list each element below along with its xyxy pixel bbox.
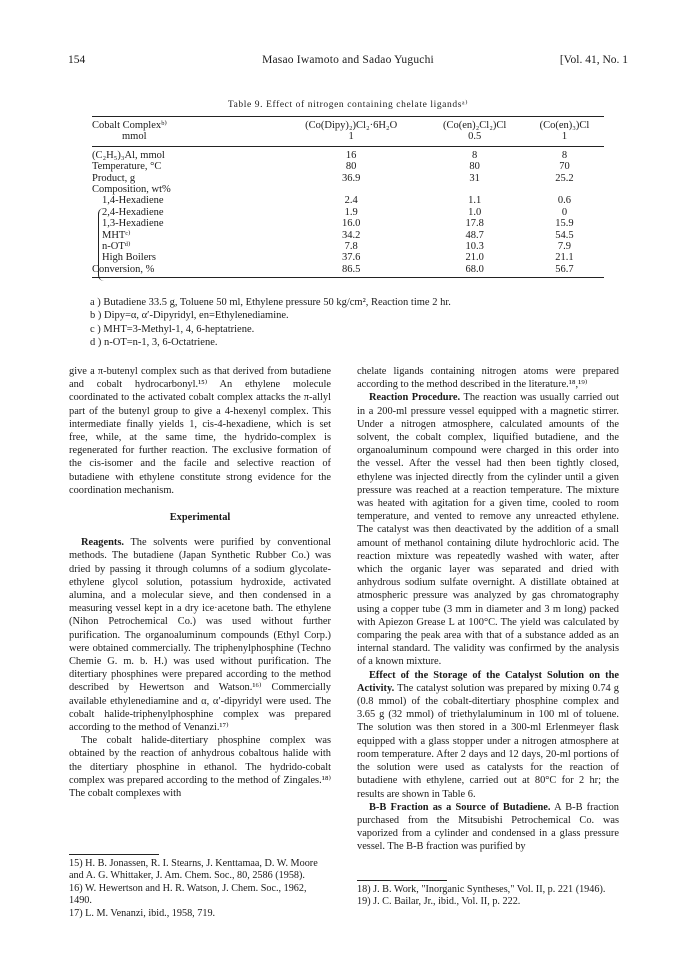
- composition-brace: [98, 208, 106, 281]
- table-cell: 0: [561, 206, 568, 218]
- footnote: 16) W. Hewertson and H. R. Watson, J. Chem. Soc., 1962, 1490.: [69, 882, 307, 907]
- column-header: (Co(en)₃)Cl: [525, 117, 604, 132]
- table-cell: 21.1: [555, 252, 574, 264]
- author-line: Masao Iwamoto and Sadao Yuguchi: [262, 54, 434, 66]
- table-note: a ) Butadiene 33.5 g, Toluene 50 ml, Ethylene pressure 50 kg/cm², Reaction time 2 hr.: [90, 297, 451, 308]
- table-cell: 37.6: [341, 252, 361, 264]
- table-row: [92, 252, 604, 263]
- footnote: 17) L. M. Venanzi, ibid., 1958, 719.: [69, 907, 216, 919]
- table-header-row: [92, 131, 604, 146]
- page-number: 154: [68, 54, 86, 66]
- run-in-heading: B-B Fraction as a Source of Butadiene.: [369, 801, 551, 813]
- column-mmol: 0.5: [468, 131, 482, 143]
- table-notes: [90, 296, 451, 350]
- volume-info: [Vol. 41, No. 1: [559, 54, 628, 66]
- header-label: Cobalt Complexᵇ⁾: [92, 117, 278, 132]
- paragraph-text: The catalyst solution was prepared by mixing 0.74 g (0.8 mmol) of the cobalt-ditertiary phosphine complex and 3.65 g (32 mmol) of triethylaluminum in 100 ml of toluene. The solution was then stored in a 300-ml Erlenmeyer flask equipped with a glass stopper under a nitrogen atmosphere at room temperature. After 2 days and 12 days, 20-ml portions of the solution were used as catalysts for the reaction of butadiene with ethylene, carried out at 80°C for 2 hr; the results are shown in Table 6.: [357, 682, 619, 800]
- table-cell: [525, 184, 604, 195]
- body-paragraph: chelate ligands containing nitrogen atoms were prepared according to the method described in the literature.¹⁸,¹⁹⁾: [357, 366, 619, 391]
- table-row: [92, 218, 604, 229]
- table-caption: Table 9. Effect of nitrogen containing chelate ligandsᵃ⁾: [227, 100, 469, 110]
- run-in-heading: Reagents.: [81, 537, 124, 549]
- run-in-heading: Effect of the Storage of the Catalyst Solution on the Activity.: [357, 669, 619, 694]
- table-row: [92, 264, 604, 278]
- table-cell: 2.4: [344, 195, 358, 207]
- footnote-rule: [357, 880, 447, 881]
- data-table: [92, 116, 604, 278]
- table-cell: 0.6: [557, 195, 572, 207]
- body-paragraph: [357, 801, 619, 854]
- row-label: Composition, wt%: [92, 184, 171, 196]
- column-header: (Co(Dipy)₂)Cl₂·6H₂O: [278, 117, 424, 132]
- row-label: MHTᶜ⁾: [102, 229, 131, 241]
- row-label: High Boilers: [102, 252, 156, 264]
- table-row: [92, 146, 604, 161]
- table-cell: 21.0: [465, 252, 484, 264]
- footnote: 19) J. C. Bailar, Jr., ibid., Vol. II, p. 222.: [357, 896, 521, 908]
- table-cell: 56.7: [525, 264, 604, 278]
- footnotes-right: [357, 884, 619, 909]
- table-header-row: [92, 117, 604, 132]
- running-header: [68, 54, 628, 70]
- table-cell: 48.7: [465, 229, 484, 241]
- row-label: Conversion, %: [92, 264, 278, 278]
- footnote-rule: [69, 854, 159, 855]
- row-label: 2,4-Hexadiene: [102, 206, 164, 218]
- table-note: d ) n-OT=n-1, 3, 6-Octatriene.: [90, 337, 218, 349]
- table-cell: 15.9: [555, 218, 574, 230]
- column-header: (Co(en)₂Cl₂)Cl: [424, 117, 525, 132]
- table-cell: 8: [424, 146, 525, 161]
- footnotes-left: [69, 858, 331, 920]
- table-cell: [278, 184, 424, 195]
- table-cell: 7.9: [557, 241, 572, 253]
- table-row: [92, 195, 604, 206]
- section-heading: Experimental: [169, 512, 231, 524]
- table-cell: 68.0: [424, 264, 525, 278]
- body-paragraph: The cobalt halide-ditertiary phosphine complex was obtained by the reaction of anhydrous cobaltous halide with the ditertiary phosphine in ethanol. The hydrido-cobalt complex was prepared according to the method of Zingales.¹⁸⁾ The cobalt complexes with: [69, 735, 331, 800]
- table-cell: 7.8: [344, 241, 358, 253]
- table-note: b ) Dipy=α, α′-Dipyridyl, en=Ethylenediamine.: [90, 310, 289, 322]
- footnote: 15) H. B. Jonassen, R. I. Stearns, J. Kenttamaa, D. W. Moore and A. G. Whittaker, J. Am. Chem. Soc., 80, 2586 (1958).: [69, 858, 318, 882]
- table-cell: 8: [525, 146, 604, 161]
- table-cell: 1.0: [468, 206, 482, 218]
- row-label: (C₂H₅)₃Al, mmol: [92, 146, 278, 161]
- table-cell: 80: [345, 161, 357, 173]
- right-column: [357, 365, 619, 854]
- table-row: [92, 241, 604, 252]
- table-cell: 70: [559, 161, 570, 173]
- header-label: mmol: [122, 131, 147, 143]
- table-cell: 16: [278, 146, 424, 161]
- table-note: c ) MHT=3-Methyl-1, 4, 6-heptatriene.: [90, 323, 255, 335]
- table-cell: 16.0: [341, 218, 361, 230]
- table-row: [92, 184, 604, 195]
- footnote: 18) J. B. Work, "Inorganic Syntheses," Vol. II, p. 221 (1946).: [357, 884, 606, 895]
- table-cell: 31: [469, 172, 480, 184]
- left-column: [69, 365, 331, 800]
- paragraph-text: A B-B fraction purchased from the Mitsubishi Petrochemical Co. was vaporized from a cylinder and condensed in a glass pressure vessel. The B-B fraction was purified by: [357, 801, 619, 853]
- run-in-heading: Reaction Procedure.: [369, 392, 461, 404]
- row-label: Product, g: [92, 172, 136, 184]
- paragraph-text: The solvents were purified by conventional methods. The butadiene (Japan Synthetic Rubber Co.) was dried by passing it through columns of a sodium glycolate-ethylene glycol solution, potassium hydroxide, activated alumina, and a molecular sieve, and then condensed in a measuring vessel kept in a dry ice·acetone bath. The ethylene (Nihon Petrochemical Co.) was used without further purification. The organoaluminum compounds (Ethyl Corp.) were obtained commercially. The triphenylphosphine (Techno Chemie G. m. b. H.) was used without purification. The ditertiary phosphines were prepared according to the method described by Hewertson and Watson.¹⁶⁾ Commercially available ethylenediamine and α, α′-dipyridyl were used. The cobalt halide-triphenylphosphine complex was prepared according to the method of Venanzi.¹⁷⁾: [69, 537, 331, 734]
- table-cell: 1.9: [344, 206, 358, 218]
- table-row: [92, 207, 604, 218]
- paragraph-text: The reaction was usually carried out in a 200-ml pressure vessel equipped with a magnetic stirrer. Under a nitrogen atmosphere, calculated amounts of the solvent, the cobalt complex, liquified butadiene, and the organoaluminum compound were charged in this order into the vessel. After the vessel had then been tightly closed, ethylene was injected directly from the cylinder until a given pressure was reached at a reaction temperature. The mixture was heated with agitation for a given time, cooled to room temperature, and vented to remove any unreacted ethylene. The catalyst was then deactivated by the addition of a small amount of methanol containing dilute hydrochloric acid. The reaction mixture was repeatedly washed with water, after which the organic layer was separated and dried with anhydrous sodium sulfate overnight. A distillate obtained at atmospheric pressure was analyzed by gas chromatography using a copper tube (3 mm in diameter and 3 m long) packed with Apiezon Grease L at 100°C. The yield was calculated by comparing the peak area with that of a substance added as an internal standard. The validity was confirmed by the analysis of a known mixture.: [357, 392, 619, 668]
- table-row: [92, 173, 604, 184]
- column-mmol: 1: [348, 131, 354, 143]
- table-cell: 10.3: [465, 241, 484, 253]
- column-mmol: 1: [561, 131, 568, 143]
- table-row: [92, 230, 604, 241]
- table-cell: 17.8: [465, 218, 484, 230]
- table-cell: 86.5: [278, 264, 424, 278]
- table-cell: [424, 184, 525, 195]
- table-cell: 25.2: [555, 172, 574, 184]
- body-paragraph: give a π-butenyl complex such as that derived from butadiene and cobalt hydrocarbonyl.¹⁵⁾ An ethylene molecule coordinated to the activated cobalt complex attacks the π-allyl part of the butenyl group to give a 4-hexenyl complex. This intermediate finally yields 1, cis-4-hexadiene, which is set free, while, at the same time, the hydrido-complex is regenerated for further reaction. The exclusive formation of the cis-isomer and the facile and selective reaction of butadiene with ethylene constitute strong evidence for the coordination mechanism.: [69, 366, 331, 496]
- table-cell: 54.5: [555, 229, 574, 241]
- body-paragraph: [69, 536, 331, 734]
- row-label: 1,3-Hexadiene: [102, 218, 164, 230]
- table-cell: 1.1: [468, 195, 482, 207]
- table-cell: 80: [469, 161, 480, 173]
- table-cell: 36.9: [341, 172, 361, 184]
- body-paragraph: [357, 669, 619, 801]
- row-label: n-OTᵈ⁾: [102, 241, 131, 253]
- body-paragraph: [357, 391, 619, 668]
- table-cell: 34.2: [341, 229, 361, 241]
- row-label: Temperature, °C: [92, 161, 162, 173]
- table-row: [92, 161, 604, 172]
- row-label: 1,4-Hexadiene: [102, 195, 164, 207]
